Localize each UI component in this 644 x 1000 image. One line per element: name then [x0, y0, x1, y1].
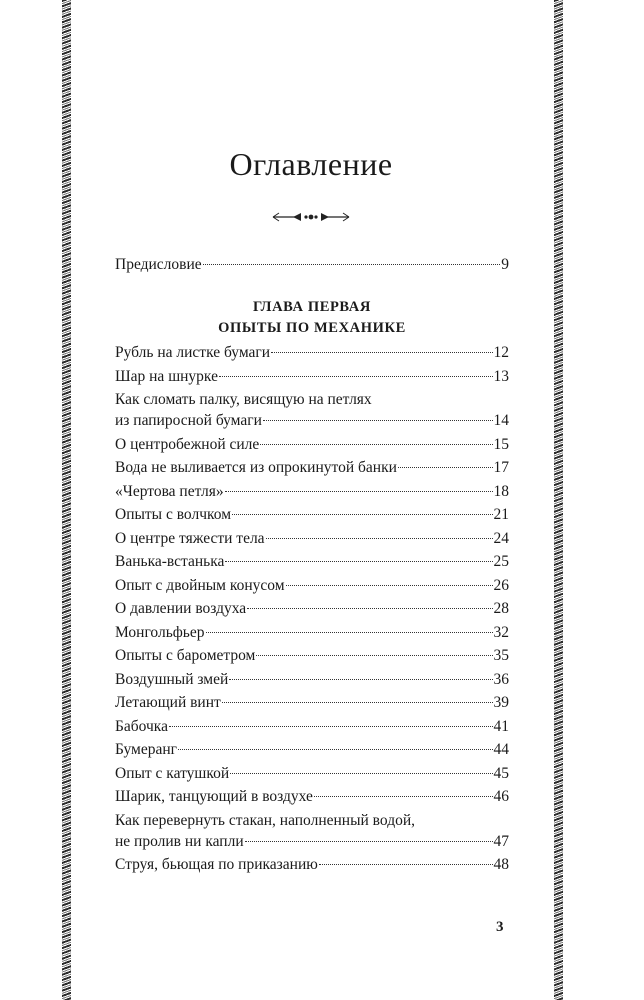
- dot-leader: [247, 608, 492, 609]
- toc-entry[interactable]: [115, 481, 509, 502]
- toc-entry-label: Рубль на листке бумаги: [115, 344, 271, 361]
- dot-leader: [263, 420, 493, 421]
- toc-entry-label: Струя, бьющая по приказанию: [115, 856, 318, 873]
- dot-leader: [266, 538, 493, 539]
- toc-entry-preface[interactable]: [115, 254, 509, 275]
- toc-entry-line1[interactable]: [115, 810, 509, 831]
- toc-entry[interactable]: [115, 786, 509, 807]
- dot-leader: [169, 726, 493, 727]
- toc-entry-page: 12: [493, 344, 509, 361]
- toc-entry-page: 46: [493, 788, 509, 805]
- dot-leader: [398, 467, 493, 468]
- table-of-contents: [115, 254, 509, 878]
- toc-entry-label: Шарик, танцующий в воздухе: [115, 788, 313, 805]
- toc-entry-page: 26: [493, 576, 509, 594]
- toc-entry-label: Шар на шнурке: [115, 367, 218, 385]
- toc-entry-label: Вода не выливается из опрокинутой банки: [115, 459, 397, 476]
- toc-entry-page: 36: [493, 670, 509, 688]
- toc-entry-page: 15: [493, 435, 509, 453]
- toc-entry-label: Опыты с волчком: [115, 506, 232, 523]
- toc-entry-label: из папиросной бумаги: [115, 412, 262, 429]
- dot-leader: [178, 749, 492, 750]
- toc-entry-label: Летающий винт: [115, 694, 221, 711]
- toc-entry-page: 18: [493, 482, 509, 500]
- toc-entry-label: Монгольфьер: [115, 623, 205, 641]
- page-number: 3: [496, 919, 504, 935]
- toc-entry[interactable]: [115, 551, 509, 572]
- entry-spacer: [115, 875, 509, 878]
- toc-entry[interactable]: [115, 366, 509, 387]
- toc-entry[interactable]: [115, 410, 509, 431]
- toc-entry-page: 45: [493, 764, 509, 782]
- dot-leader: [206, 632, 493, 633]
- toc-entry[interactable]: [115, 739, 509, 760]
- toc-entry-page: 17: [493, 459, 509, 476]
- dot-leader: [232, 514, 492, 515]
- toc-entry-label: Опыт с катушкой: [115, 764, 230, 782]
- toc-entry-label: Бумеранг: [115, 741, 178, 758]
- toc-entry[interactable]: [115, 716, 509, 737]
- toc-entry[interactable]: [115, 763, 509, 784]
- toc-entry-page: 48: [493, 856, 509, 873]
- toc-entry-label: Ванька-встанька: [115, 553, 225, 570]
- dot-leader: [222, 702, 493, 703]
- chapter-heading: [115, 297, 509, 339]
- toc-entry-line1[interactable]: [115, 389, 509, 410]
- toc-entry[interactable]: [115, 528, 509, 549]
- toc-entry[interactable]: [115, 622, 509, 643]
- ornament-divider: [271, 209, 351, 225]
- chapter-entries: [115, 342, 509, 878]
- toc-entry-label: О центробежной силе: [115, 435, 260, 453]
- dot-leader: [286, 585, 493, 586]
- dot-leader: [230, 773, 492, 774]
- dot-leader: [225, 561, 492, 562]
- toc-entry-page: 24: [493, 529, 509, 547]
- chapter-heading-number: ГЛАВА ПЕРВАЯ: [253, 299, 371, 315]
- toc-entry-label: О давлении воздуха: [115, 600, 247, 617]
- toc-entry[interactable]: [115, 692, 509, 713]
- dot-leader: [271, 352, 492, 353]
- dot-leader: [319, 864, 493, 865]
- toc-entry[interactable]: [115, 645, 509, 666]
- toc-entry-page: 39: [493, 694, 509, 711]
- toc-entry-label: О центре тяжести тела: [115, 529, 265, 547]
- toc-entry-page: 13: [493, 367, 509, 385]
- toc-entry-page: 47: [493, 832, 509, 850]
- toc-entry-page: 25: [493, 553, 509, 570]
- toc-entry-page: 32: [493, 623, 509, 641]
- toc-entry-label: Предисловие: [115, 256, 202, 273]
- toc-entry-page: 41: [493, 717, 509, 735]
- toc-entry-page: 9: [501, 256, 509, 273]
- toc-entry[interactable]: [115, 854, 509, 875]
- toc-entry[interactable]: [115, 434, 509, 455]
- dot-leader: [256, 655, 492, 656]
- toc-entry[interactable]: [115, 598, 509, 619]
- toc-entry-label: Воздушный змей: [115, 670, 229, 688]
- toc-entry-label: не пролив ни капли: [115, 832, 244, 850]
- toc-entry-page: 14: [493, 412, 509, 429]
- toc-entry[interactable]: [115, 342, 509, 363]
- page-title: Оглавление: [229, 146, 393, 182]
- dot-leader: [225, 491, 493, 492]
- dot-leader: [219, 376, 493, 377]
- toc-entry-label-line1: Как сломать палку, висящую на петлях: [115, 391, 372, 408]
- dot-leader: [260, 444, 492, 445]
- toc-entry[interactable]: [115, 504, 509, 525]
- toc-entry-page: 44: [493, 741, 509, 758]
- dot-leader: [229, 679, 492, 680]
- toc-entry-label: Опыт с двойным конусом: [115, 576, 285, 594]
- toc-entry-page: 28: [493, 600, 509, 617]
- dot-leader: [314, 796, 493, 797]
- toc-entry-label: Бабочка: [115, 717, 168, 735]
- toc-entry-label: «Чертова петля»: [115, 482, 224, 500]
- dot-leader: [245, 841, 493, 842]
- toc-entry-page: 35: [493, 647, 509, 664]
- toc-entry-page: 21: [493, 506, 509, 523]
- toc-entry[interactable]: [115, 669, 509, 690]
- dot-leader: [203, 264, 501, 265]
- toc-entry[interactable]: [115, 575, 509, 596]
- toc-entry-label-line1: Как перевернуть стакан, наполненный водой,: [115, 811, 416, 829]
- toc-entry[interactable]: [115, 457, 509, 478]
- toc-entry-label: Опыты с барометром: [115, 647, 256, 664]
- chapter-heading-title: ОПЫТЫ ПО МЕХАНИКЕ: [218, 320, 406, 336]
- toc-entry[interactable]: [115, 831, 509, 852]
